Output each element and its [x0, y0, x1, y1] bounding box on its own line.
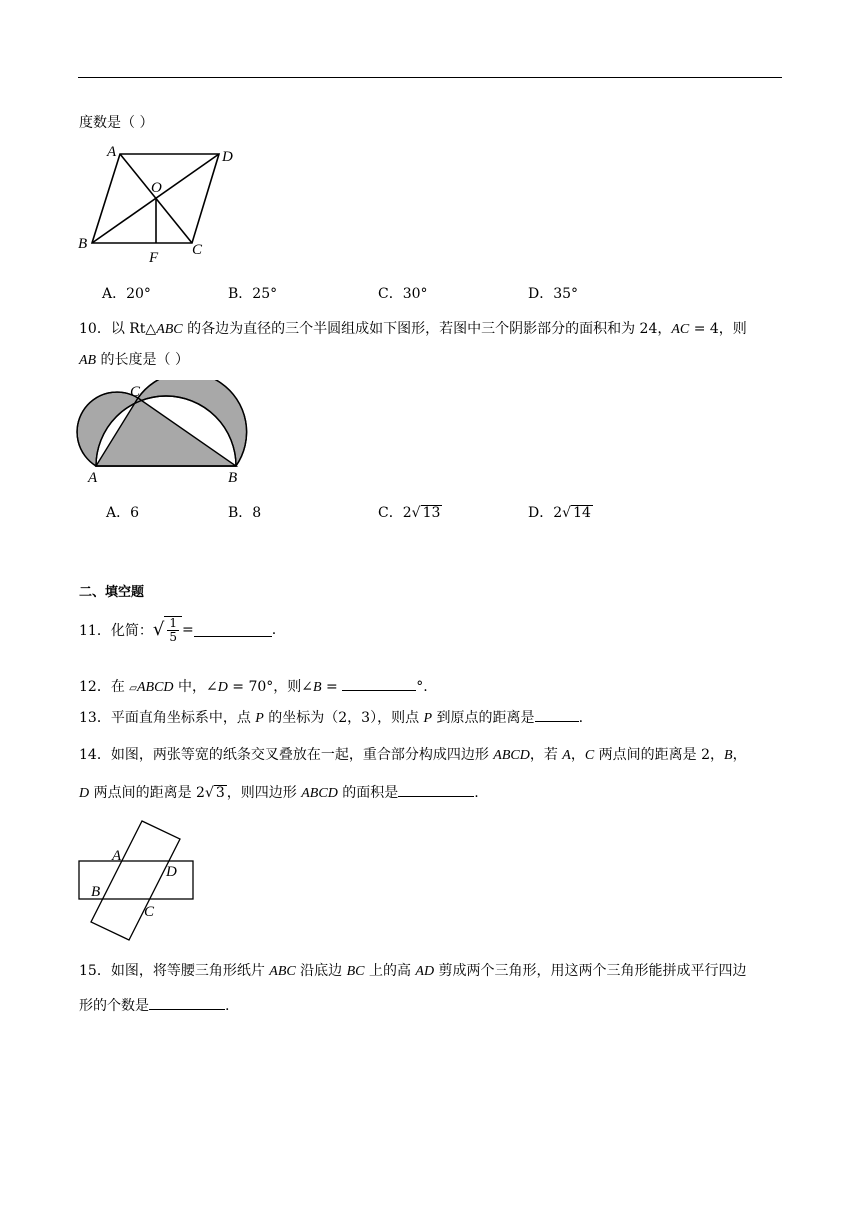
q10-label-c: C [130, 384, 141, 400]
q10-stem-line1: 10．以 Rt△ABC 的各边为直径的三个半圆组成如下图形，若图中三个阴影部分的面积和为 24，AC = 4，则 [79, 321, 747, 337]
q9-label-a: A [107, 144, 117, 160]
q10-option-c: C．2√ 13 [378, 505, 441, 521]
q14-figure [76, 818, 198, 944]
q12: 12．在 ▱ABCD 中，∠D = 70°，则∠B = °. [79, 676, 428, 696]
q14-label-a: A [112, 848, 122, 864]
q11-answer-blank[interactable] [194, 622, 272, 637]
q9-label-f: F [149, 250, 159, 266]
q15-line2: 形的个数是 . [79, 995, 229, 1015]
q15-line1: 15．如图，将等腰三角形纸片 ABC 沿底边 BC 上的高 AD 剪成两个三角形，用这两个三角形能拼成平行四边 [79, 963, 747, 979]
header-rule [78, 77, 782, 78]
q9-label-d: D [222, 149, 233, 165]
q14-label-b: B [91, 884, 101, 900]
q10-label-a: A [88, 470, 98, 486]
q13-answer-blank[interactable] [535, 707, 579, 722]
q9-label-b: B [78, 236, 88, 252]
q14-label-d: D [166, 864, 177, 880]
q12-answer-blank[interactable] [342, 676, 416, 691]
q9-option-b: B．25° [228, 286, 278, 302]
q9-option-c: C．30° [378, 286, 428, 302]
q10-stem-line2: AB 的长度是（ ） [79, 352, 190, 368]
q9-figure [76, 140, 246, 268]
q14-label-c: C [144, 904, 155, 920]
q13: 13．平面直角坐标系中，点 P 的坐标为（2，3），则点 P 到原点的距离是 . [79, 707, 583, 727]
q9-stem-tail: 度数是（ ） [79, 115, 154, 131]
q14-line2: D 两点间的距离是 2√ 3 ，则四边形 ABCD 的面积是 . [79, 782, 479, 802]
q10-figure [76, 380, 251, 488]
q9-option-a: A．20° [102, 286, 151, 302]
q10-option-b: B．8 [228, 505, 262, 521]
section-fill-in-title: 二、填空题 [79, 585, 145, 600]
q14-answer-blank[interactable] [398, 782, 474, 797]
q9-label-o: O [151, 180, 162, 196]
q10-option-d: D．2√ 14 [528, 505, 591, 521]
q9-label-c: C [192, 242, 203, 258]
q15-answer-blank[interactable] [149, 995, 225, 1010]
q9-option-d: D．35° [528, 286, 579, 302]
q10-option-a: A．6 [106, 505, 140, 521]
q14-line1: 14．如图，两张等宽的纸条交叉叠放在一起，重合部分构成四边形 ABCD，若 A，C 两点间的距离是 2，B， [79, 747, 747, 763]
q10-label-b: B [228, 470, 238, 486]
q11: 11．化简： √ $\frac{1}{5}$ = . [79, 616, 277, 644]
